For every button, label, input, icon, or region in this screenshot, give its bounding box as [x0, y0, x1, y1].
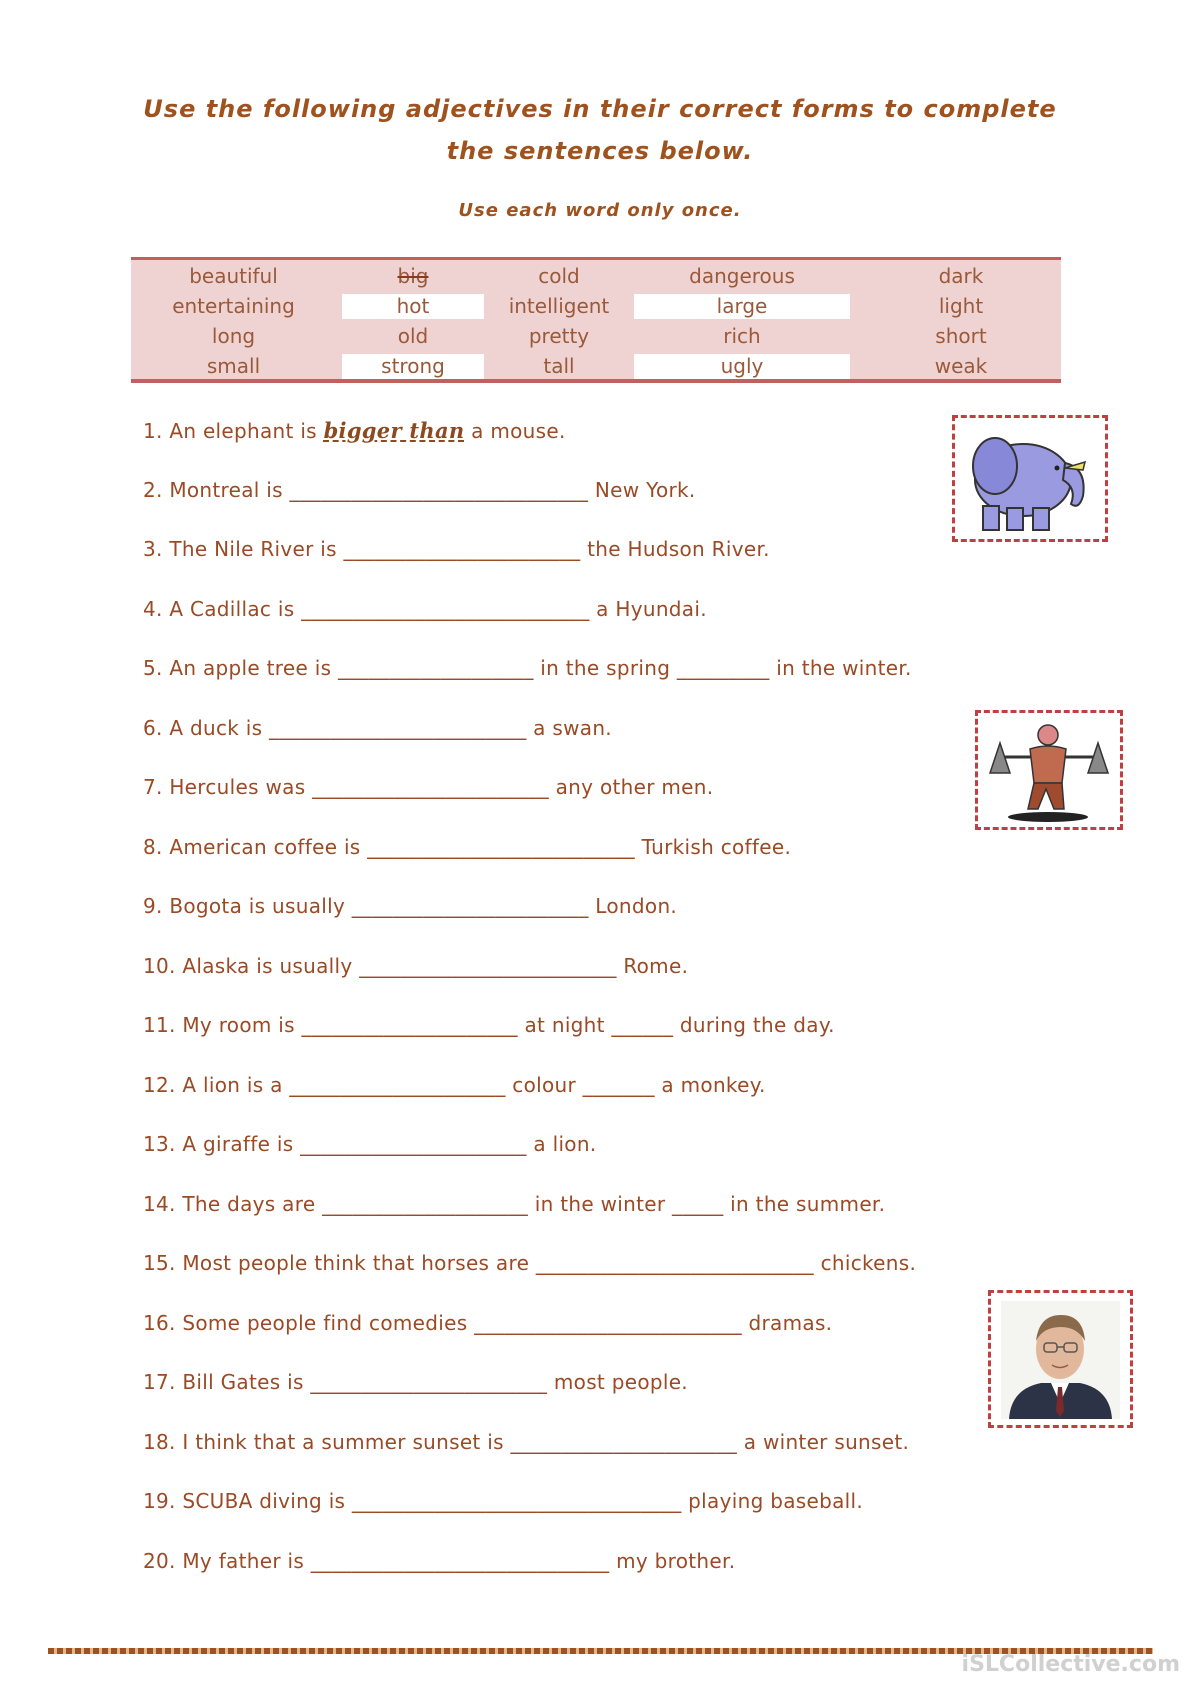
sentence-12: 12. A lion is a _____________________ colour _______ a monkey. — [143, 1073, 766, 1097]
word-bank-row — [131, 292, 1061, 320]
word-bank-word: entertaining — [172, 294, 295, 318]
sentence-8: 8. American coffee is __________________________ Turkish coffee. — [143, 835, 792, 859]
word-bank-word: dangerous — [689, 264, 795, 288]
sentence-7: 7. Hercules was _______________________ any other men. — [143, 775, 714, 799]
sentence-5: 5. An apple tree is ___________________ in the spring _________ in the winter. — [143, 656, 912, 680]
word-bank-row — [131, 262, 1061, 290]
sentence-4: 4. A Cadillac is ____________________________ a Hyundai. — [143, 597, 707, 621]
weightlifter-icon — [978, 713, 1120, 827]
word-bank-word: tall — [543, 354, 575, 378]
sentence-1-start: 1. An elephant is — [143, 419, 324, 443]
sentence-18: 18. I think that a summer sunset is ______________________ a winter sunset. — [143, 1430, 910, 1454]
instruction-title-line2: the sentences below. — [446, 137, 754, 165]
word-bank-word: old — [397, 324, 429, 348]
word-bank-word: pretty — [528, 324, 590, 348]
word-bank-word: cold — [538, 264, 580, 288]
sentence-14: 14. The days are ____________________ in the winter _____ in the summer. — [143, 1192, 886, 1216]
sentence-16: 16. Some people find comedies __________________________ dramas. — [143, 1311, 833, 1335]
example-answer: bigger than — [323, 418, 465, 443]
brand-watermark: iSLCollective.com — [961, 1652, 1180, 1677]
word-bank-row — [131, 352, 1061, 380]
sentence-19: 19. SCUBA diving is ________________________________ playing baseball. — [143, 1489, 864, 1513]
word-bank-word: ugly — [634, 354, 850, 379]
elephant-icon — [955, 418, 1105, 539]
sentence-15: 15. Most people think that horses are ___________________________ chickens. — [143, 1251, 917, 1275]
instruction-subtitle: Use each word only once. — [458, 200, 742, 221]
word-bank-word: long — [211, 324, 256, 348]
word-bank-word: light — [938, 294, 984, 318]
word-bank-word: beautiful — [189, 264, 278, 288]
instruction-title-line1: Use the following adjectives in their correct forms to complete — [143, 95, 1057, 123]
sentence-1 — [143, 418, 566, 443]
word-bank-word: short — [935, 324, 987, 348]
word-bank-word: hot — [342, 294, 484, 319]
sentence-6: 6. A duck is _________________________ a swan. — [143, 716, 612, 740]
sentence-13: 13. A giraffe is ______________________ a lion. — [143, 1132, 597, 1156]
portrait-icon — [991, 1293, 1130, 1425]
word-bank-word: intelligent — [508, 294, 610, 318]
word-bank-row — [131, 322, 1061, 350]
word-bank-word: large — [634, 294, 850, 319]
sentence-3: 3. The Nile River is _______________________ the Hudson River. — [143, 537, 770, 561]
word-bank-word: small — [206, 354, 261, 378]
instruction-title — [100, 88, 1100, 172]
word-bank-word-crossed: big — [397, 264, 429, 288]
word-bank-word: dark — [938, 264, 984, 288]
sentence-2: 2. Montreal is _____________________________ New York. — [143, 478, 696, 502]
sentence-9: 9. Bogota is usually _______________________ London. — [143, 894, 678, 918]
word-bank-word: strong — [342, 354, 484, 379]
word-bank-word: rich — [723, 324, 761, 348]
bill-gates-photo — [988, 1290, 1133, 1428]
sentence-11: 11. My room is _____________________ at night ______ during the day. — [143, 1013, 835, 1037]
sentence-10: 10. Alaska is usually _________________________ Rome. — [143, 954, 689, 978]
sentence-17: 17. Bill Gates is _______________________ most people. — [143, 1370, 688, 1394]
sentence-1-end: a mouse. — [464, 419, 566, 443]
word-bank-word: weak — [934, 354, 988, 378]
strongman-picture — [975, 710, 1123, 830]
sentence-20: 20. My father is _____________________________ my brother. — [143, 1549, 736, 1573]
word-bank — [131, 257, 1061, 383]
elephant-picture — [952, 415, 1108, 542]
